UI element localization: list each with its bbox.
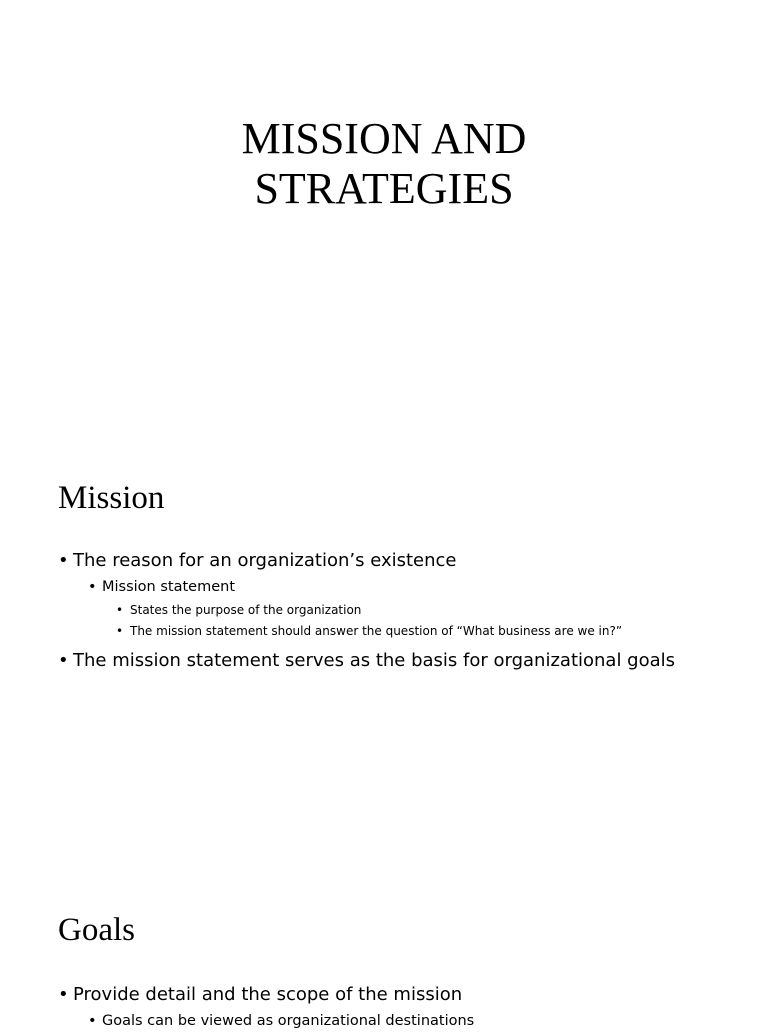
bullet-item: • The reason for an organization’s existence (58, 548, 748, 574)
mission-slide (0, 432, 768, 864)
presentation-title (0, 114, 768, 214)
sub-bullet-item: • Mission statement (58, 574, 748, 600)
bullet-item: • The mission statement serves as the basis for organizational goals (58, 648, 748, 674)
bullet-list (58, 548, 748, 674)
goals-slide (0, 864, 768, 1029)
bullet-item: • Provide detail and the scope of the mission (58, 982, 748, 1008)
slide-heading: Goals (58, 912, 135, 948)
bullet-list (58, 982, 748, 1034)
sub-bullet-item: • Goals can be viewed as organizational destinations (58, 1008, 748, 1034)
sub-sub-bullet-item: • The mission statement should answer the question of “What business are we in?” (58, 621, 748, 642)
slide-heading: Mission (58, 480, 165, 516)
sub-sub-bullet-item: • States the purpose of the organization (58, 600, 748, 621)
title-slide (0, 0, 768, 432)
title-line-1: MISSION AND (241, 114, 527, 163)
title-line-2: STRATEGIES (254, 164, 514, 213)
